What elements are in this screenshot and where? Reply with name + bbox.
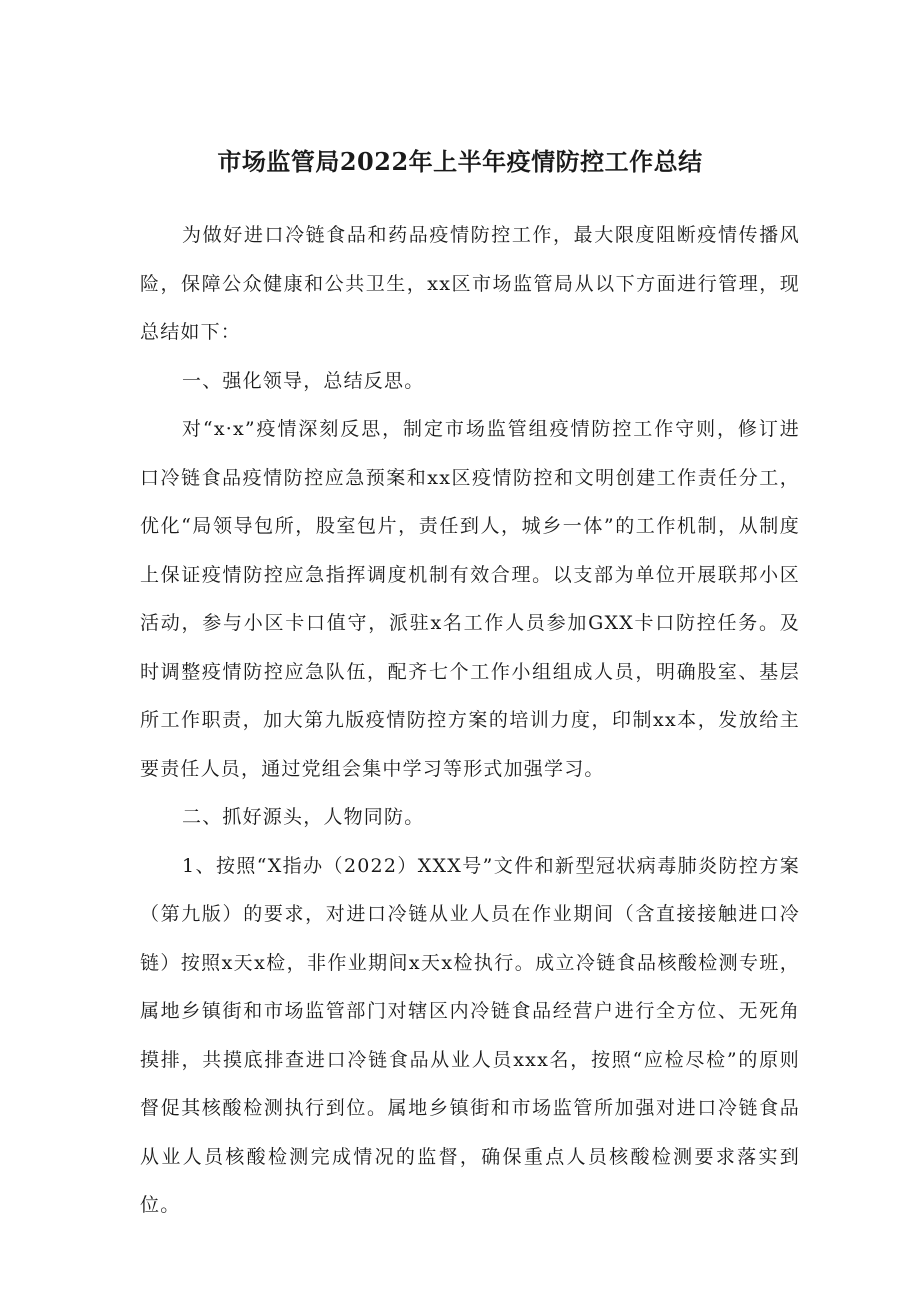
document-title: 市场监管局2022年上半年疫情防控工作总结	[217, 147, 703, 176]
intro-paragraph: 为做好进口冷链食品和药品疫情防控工作，最大限度阻断疫情传播风险，保障公众健康和公共卫生，xx区市场监管局从以下方面进行管理，现总结如下：	[140, 224, 800, 343]
section-heading-1: 一、强化领导，总结反思。	[182, 369, 425, 392]
section-heading-2: 二、抓好源头，人物同防。	[182, 806, 425, 828]
section-2-item-1-paragraph: 1、按照“X指办（2022）XXX号”文件和新型冠状病毒肺炎防控方案（第九版）的要求，对进口冷链从业人员在作业期间（含直接接触进口冷链）按照x天x检，非作业期间x天x检执行。成立冷链食品核酸检测专班，属地乡镇街和市场监管部门对辖区内冷链食品经营户进行全方位、无死角摸排，共摸底排查进口冷链食品从业人员xxx名，按照“应检尽检”的原则督促其核酸检测执行到位。属地乡镇街和市场监管所加强对进口冷链食品从业人员核酸检测完成情况的监督，确保重点人员核酸检测要求落实到位。	[140, 854, 800, 1216]
section-1-paragraph: 对“x·x”疫情深刻反思，制定市场监管组疫情防控工作守则，修订进口冷链食品疫情防控应急预案和xx区疫情防控和文明创建工作责任分工，优化“局领导包所，股室包片，责任到人，城乡一体”的工作机制，从制度上保证疫情防控应急指挥调度机制有效合理。以支部为单位开展联邦小区活动，参与小区卡口值守，派驻x名工作人员参加GXX卡口防控任务。及时调整疫情防控应急队伍，配齐七个工作小组组成人员，明确股室、基层所工作职责，加大第九版疫情防控方案的培训力度，印制xx本，发放给主要责任人员，通过党组会集中学习等形式加强学习。	[140, 418, 800, 780]
document-body	[140, 211, 800, 1230]
